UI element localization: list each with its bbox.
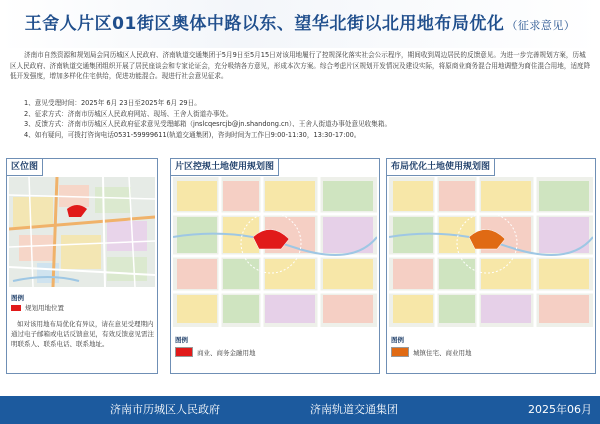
control-legend-heading: 图例	[175, 336, 188, 344]
title-main: 王舍人片区01街区奥体中路以东、望华北街以北用地布局优化	[24, 14, 505, 34]
notice-list	[24, 98, 584, 140]
optimized-plan-panel	[386, 158, 596, 374]
location-legend-row	[11, 303, 155, 313]
control-plan-legend	[175, 335, 256, 357]
title-subtitle: （征求意见）	[506, 19, 576, 32]
location-panel	[6, 158, 158, 374]
notice-method: 2、征求方式：济南市历城区人民政府网站、现场、王舍人街道办事处。	[24, 109, 233, 118]
location-map-graphic	[9, 177, 155, 287]
optimized-plan-map-graphic	[389, 177, 593, 327]
footer-date: 2025年06月	[528, 403, 592, 416]
optimized-plan-map	[389, 177, 593, 327]
footer-gov: 济南市历城区人民政府	[110, 403, 220, 416]
optimized-plan-legend	[391, 335, 472, 357]
location-panel-title: 区位图	[7, 159, 43, 176]
notice-time: 1、意见受理时间：2025年 6月 23日至2025年 6月 29日。	[24, 99, 201, 107]
control-plan-map	[173, 177, 377, 327]
optimized-legend-row	[391, 347, 472, 357]
footer-bar	[0, 396, 600, 424]
intro-paragraph: 济南市自然资源和规划局会同历城区人民政府、济南轨道交通集团于5月9日至5月15日对该用地履行了控规深化落实社会公示程序，期间收到周边居民的反馈意见。为进一步完善规划方案，历城区人民政府、济南轨道交通集团组织开展了居民座谈会和专家论证会，充分吸纳各方意见，形成本次方案。综合考虑片区规划开发情况及建设实际，将原商业商务混合用地调整为商住混合用地，适度降低开发强度，增加多样化住宅供给，促进功能混合。现进行社会意见征求。	[10, 51, 591, 81]
objection-note: 如对该用地布局优化有异议，请在意见受理期内通过电子邮箱或电话反馈意见，有效反馈意见需注明联系人、联系电话、联系地址。	[11, 320, 154, 348]
red-swatch-icon	[11, 305, 21, 311]
page-title	[0, 9, 600, 34]
optimized-plan-title: 布局优化土地使用规划图	[387, 159, 495, 176]
optimized-legend-item: 城镇住宅、商业用地	[413, 348, 472, 357]
control-plan-panel	[170, 158, 380, 374]
control-plan-title: 片区控规土地使用规划图	[171, 159, 279, 176]
location-legend	[11, 293, 155, 349]
location-legend-item: 规划用地位置	[25, 304, 64, 312]
header-banner	[0, 0, 600, 48]
optimized-legend-heading: 图例	[391, 336, 404, 344]
residential-swatch-icon	[391, 347, 409, 357]
notice-contact: 4、如有疑问，可拨打咨询电话0531-59999611(轨道交通集团)，咨询时间为工作日9:00-11:30，13:30-17:00。	[24, 130, 361, 139]
commercial-swatch-icon	[175, 347, 193, 357]
control-legend-item: 商业、商务金融用地	[197, 348, 256, 357]
notice-feedback: 3、反馈方式：济南市历城区人民政府征求意见受理邮箱（jnslcqesrcjb@jn.shandong.cn）、王舍人街道办事处意见收集箱。	[24, 120, 392, 129]
control-plan-map-graphic	[173, 177, 377, 327]
location-map	[9, 177, 155, 287]
footer-metro: 济南轨道交通集团	[310, 403, 398, 416]
control-legend-row	[175, 347, 256, 357]
location-legend-heading: 图例	[11, 294, 24, 302]
